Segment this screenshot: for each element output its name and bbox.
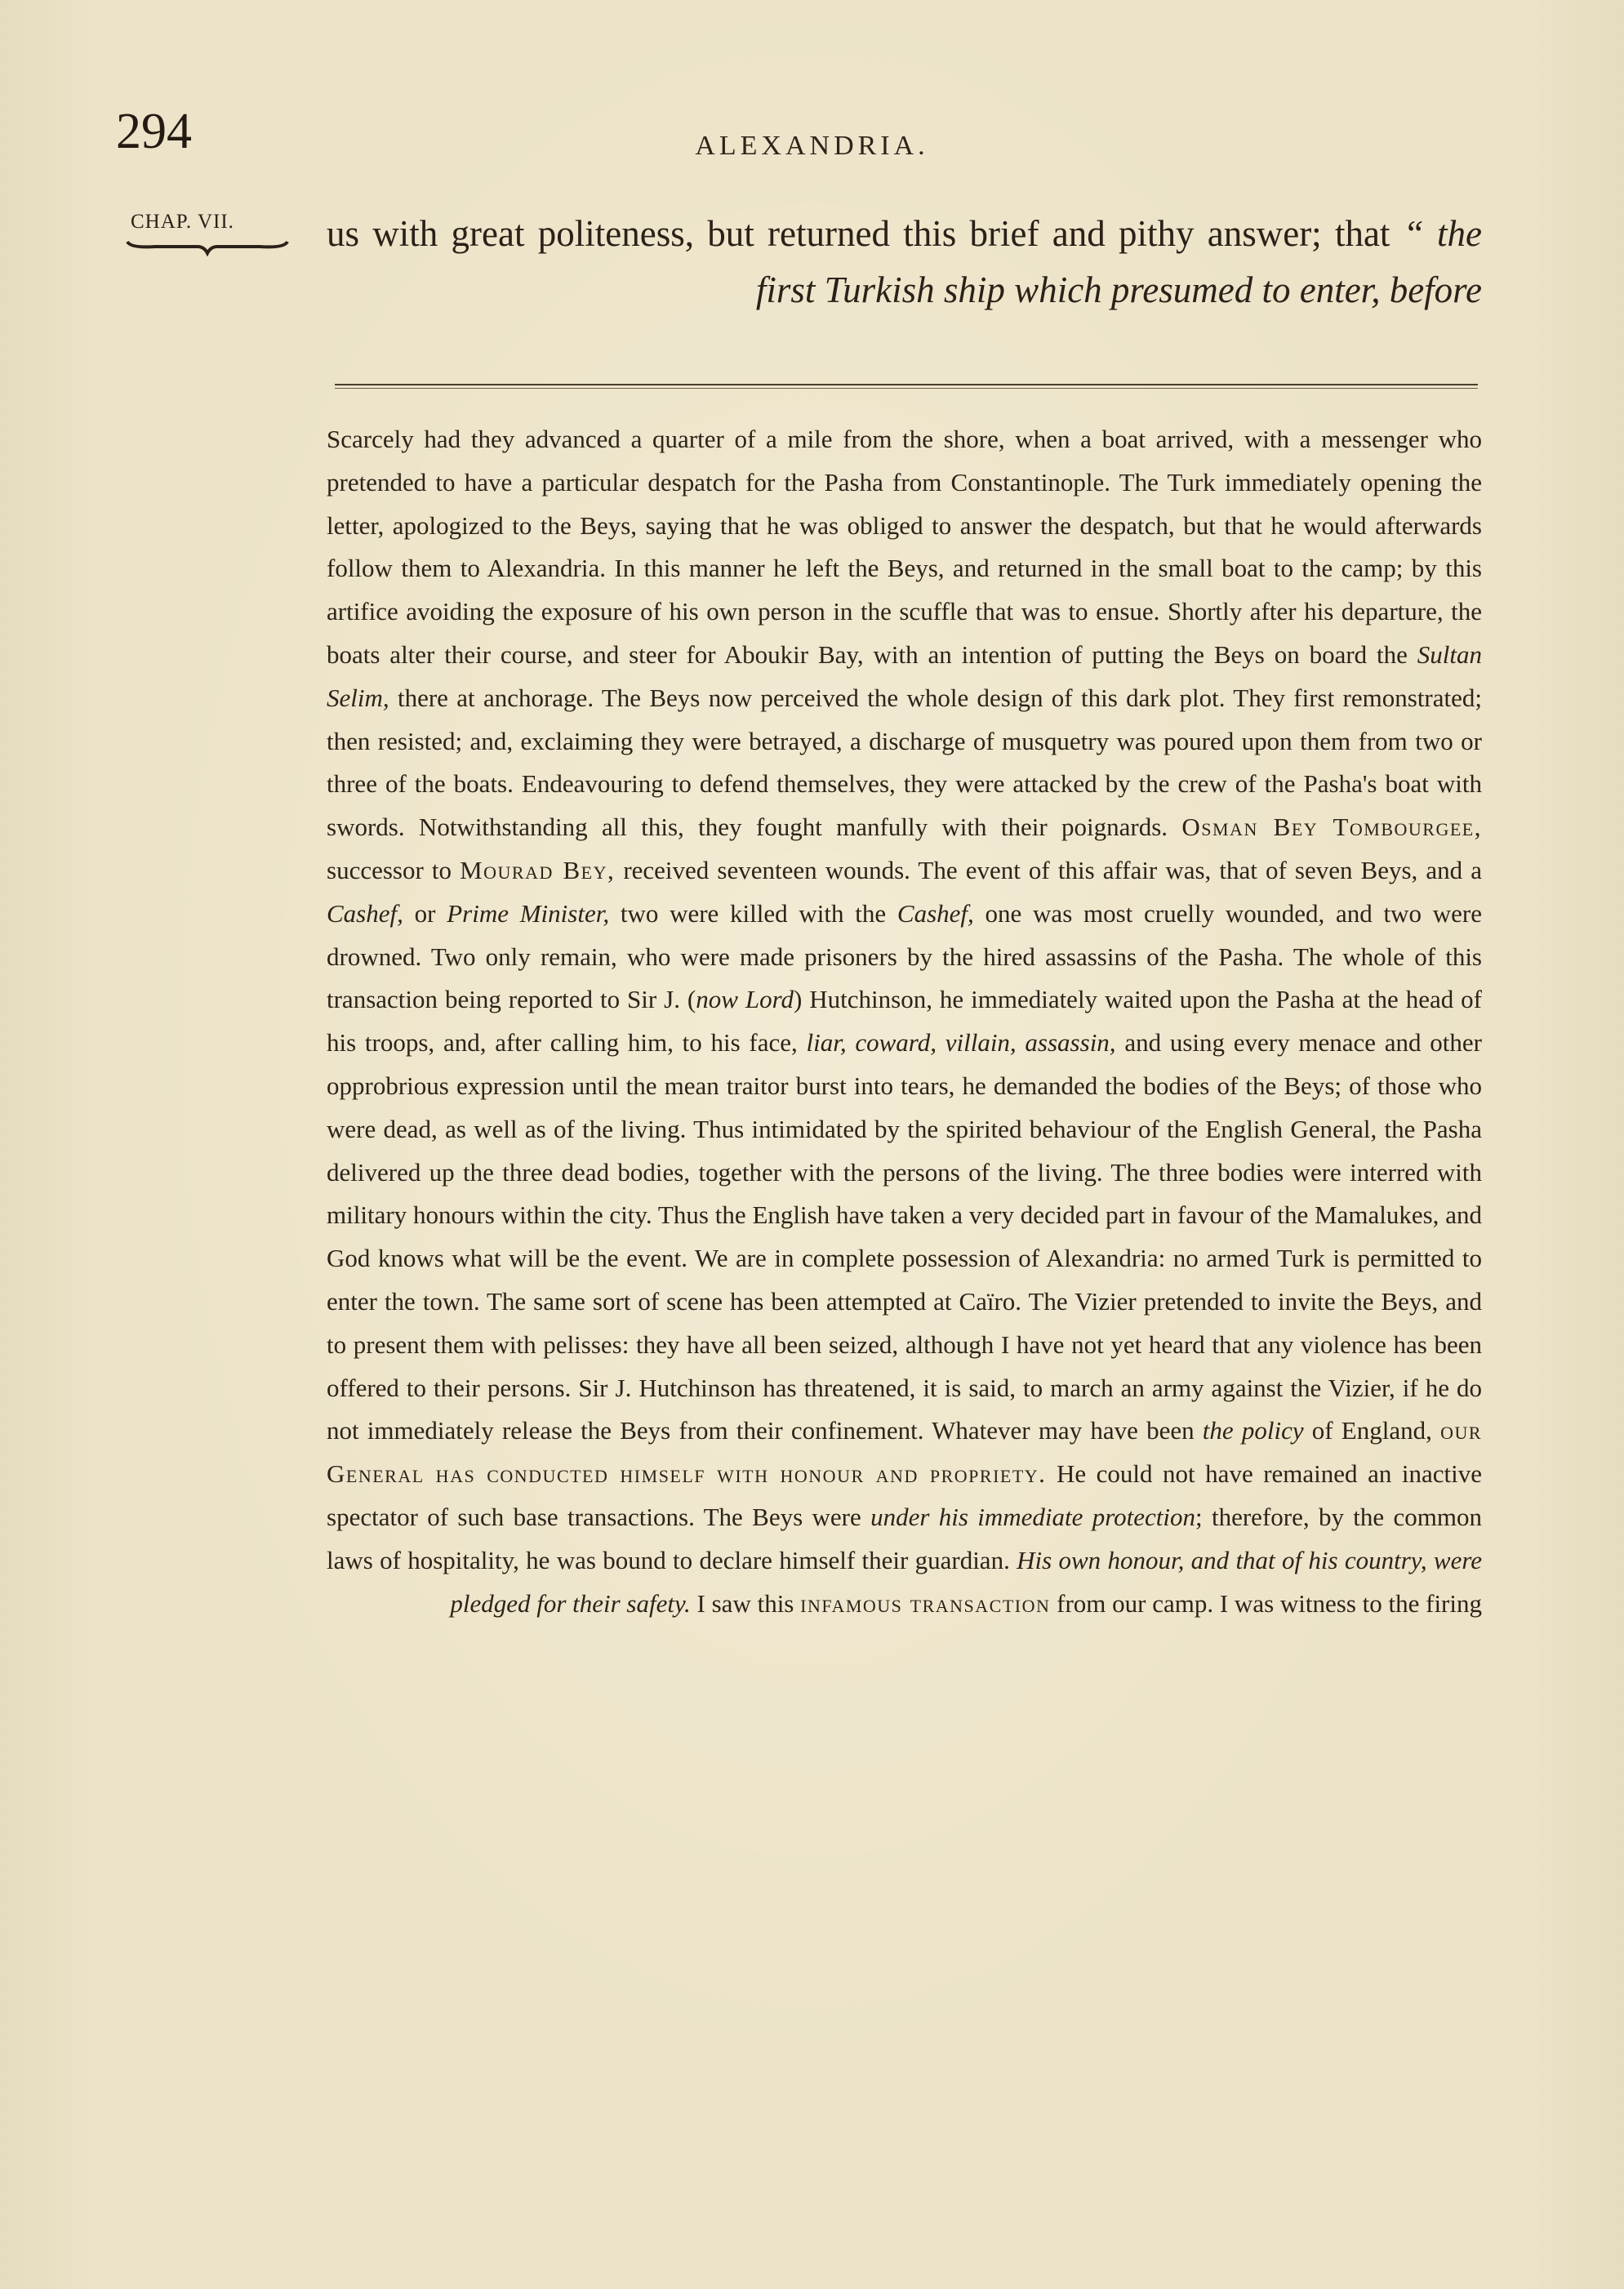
footnote-segment: ; therefore, by the common laws of hospitality, he was bound to declare himself their guardian. bbox=[327, 1502, 1482, 1574]
page-number: 294 bbox=[116, 104, 192, 159]
footnote-italic-term: the policy bbox=[1202, 1416, 1304, 1445]
main-text-part-1: us with great politeness, but returned this brief and pithy answer; that bbox=[327, 213, 1404, 254]
footnote-segment: there at anchorage. The Beys now perceived the whole design of this dark plot. They first remonstrated; then resisted; and, exclaiming they were betrayed, a discharge of musquetry was poured upon them from two or three of the boats. Endeavouring to defend themselves, they were attacked by the crew of the Pasha's boat with swords. Notwithstanding all this, they fought manfully with their poignards. bbox=[327, 683, 1482, 842]
running-title: ALEXANDRIA. bbox=[695, 131, 929, 161]
footnote-italic-term: Prime Minister, bbox=[447, 898, 610, 928]
footnote-separator-rule bbox=[335, 384, 1478, 389]
chapter-brace-ornament bbox=[122, 237, 294, 256]
footnote-smallcaps-name: Mourad Bey, bbox=[460, 855, 616, 884]
footnote-segment: He could not have remained an inactive spectator of such base transactions. The Beys were bbox=[327, 1459, 1482, 1531]
footnote-italic-insults: liar, coward, villain, assassin, bbox=[806, 1028, 1116, 1058]
footnote-italic-term: under his immediate protection bbox=[870, 1502, 1196, 1531]
footnote-italic-sentence: His own honour, and that of his country, were pledged for their safety. bbox=[450, 1545, 1482, 1618]
footnote-segment: from our camp. I was witness to the firing bbox=[1050, 1588, 1482, 1618]
footnote-segment: and using every menace and other opprobrious expression until the mean traitor burst into tears, he demanded the bodies of the Beys; of those who were dead, as well as of the living. Thus intimidated by the spirited behaviour of the English General, the Pasha delivered up the three dead bodies, together with the persons of the living. The three bodies were interred with military honours within the city. Thus the English have taken a very decided part in favour of the Mamalukes, and God knows what will be the event. We are in complete possession of Alexandria: no armed Turk is permitted to enter the town. The same sort of scene has been attempted at Caïro. The Vizier pretended to invite the Beys, and to present them with pelisses: they have all been seized, although I have not yet heard that any violence has been offered to their persons. Sir J. Hutchinson has threatened, it is said, to march an army against the Vizier, if he do not immediately release the Beys from their confinement. Whatever may have been bbox=[327, 1028, 1482, 1445]
footnote-segment: ) Hutchinson, he immediately waited upon the Pasha at the head of his troops, and, after calling him, to his face, bbox=[327, 985, 1482, 1058]
main-text-quote: “ the first Turkish ship which presumed to enter, before bbox=[755, 213, 1482, 310]
footnote-italic-term: now Lord bbox=[696, 985, 794, 1014]
footnote-segment: received seventeen wounds. The event of this affair was, that of seven Beys, and a bbox=[615, 855, 1483, 884]
footnote-italic-ship-name: Sultan Selim, bbox=[327, 639, 1482, 712]
chapter-margin-label: CHAP. VII. bbox=[131, 211, 234, 233]
footnote-italic-term: Cashef, bbox=[327, 898, 403, 928]
footnote-segment: Scarcely had they advanced a quarter of a mile from the shore, when a boat arrived, with a messenger who pretended to have a particular despatch for the Pasha from Constantinople. The Turk immediately opening the letter, apologized to the Beys, saying that he was obliged to answer the despatch, but that he would afterwards follow them to Alexandria. In this manner he left the Beys, and returned in the small boat to the camp; by this artifice avoiding the exposure of his own person in the scuffle that was to ensue. Shortly after his departure, the boats alter their course, and steer for Aboukir Bay, with an intention of putting the Beys on board the bbox=[327, 425, 1482, 669]
footnote-segment: or bbox=[403, 898, 447, 928]
footnote-segment: of England, bbox=[1303, 1416, 1441, 1445]
footnote-smallcaps-emphasis: our General has conducted himself with honour and propriety. bbox=[327, 1416, 1483, 1489]
footnote-smallcaps-name: Osman Bey Tombourgee, bbox=[1181, 813, 1482, 842]
footnote-segment: two were killed with the bbox=[609, 898, 897, 928]
footnote-segment: successor to bbox=[327, 855, 461, 884]
main-body-text bbox=[327, 206, 1482, 318]
footnote-italic-term: Cashef, bbox=[897, 898, 974, 928]
footnote-segment: I saw this bbox=[690, 1588, 801, 1618]
footnote-text bbox=[327, 418, 1482, 1625]
footnote-segment: one was most cruelly wounded, and two were drowned. Two only remain, who were made prisoners by the hired assassins of the Pasha. The whole of this transaction being reported to Sir J. ( bbox=[327, 898, 1483, 1014]
footnote-smallcaps-emphasis: infamous transaction bbox=[800, 1588, 1051, 1618]
